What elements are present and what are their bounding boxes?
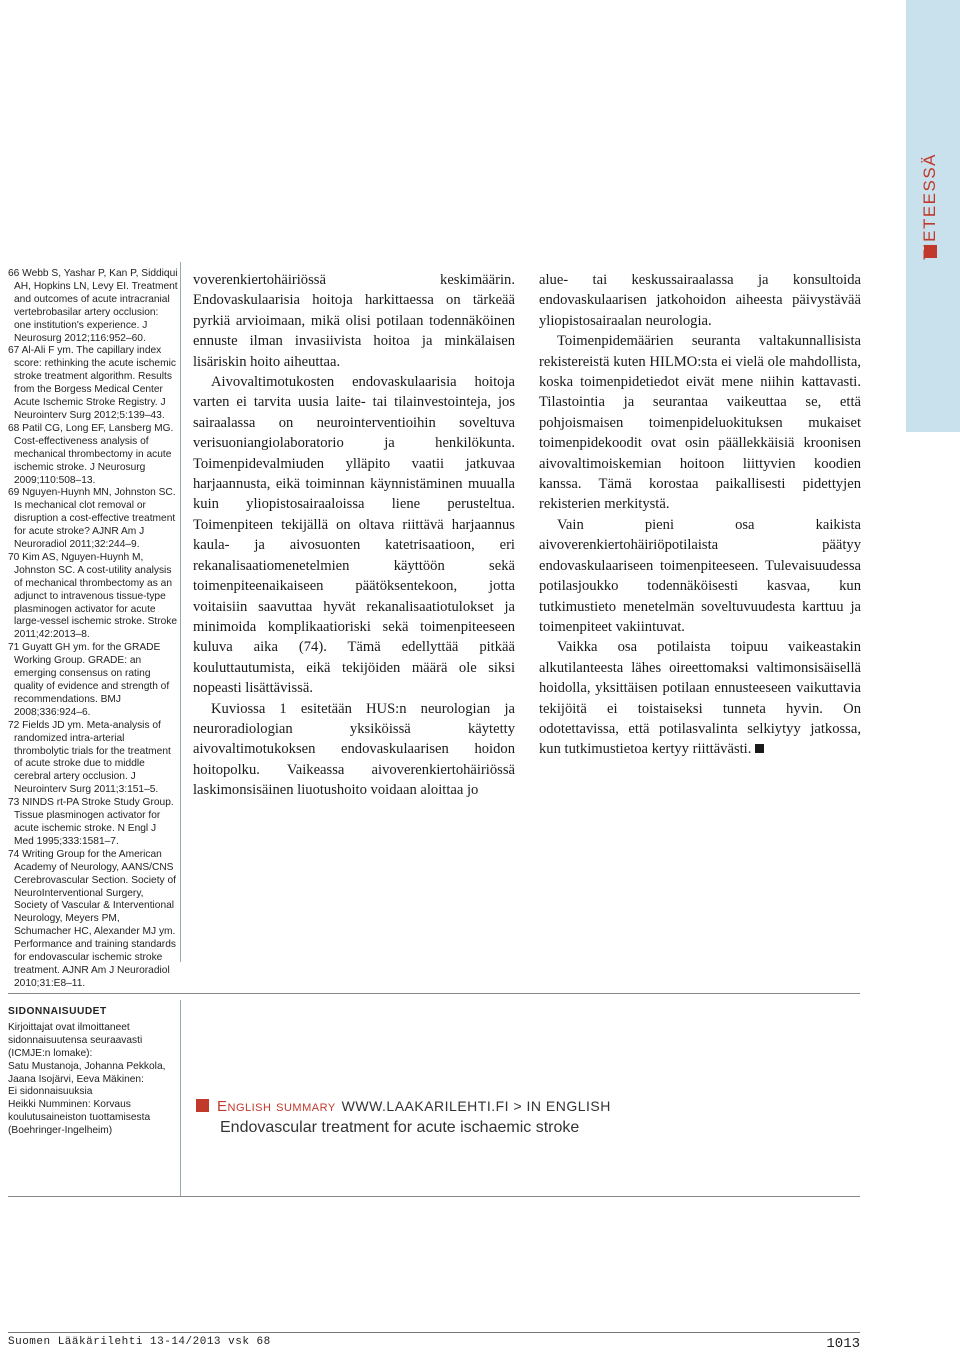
disclosure-line: Heikki Numminen: Korvaus koulutusaineiston tuottamisesta (Boehringer-Ingelheim) xyxy=(8,1099,151,1137)
summary-title: Endovascular treatment for acute ischaemic stroke xyxy=(220,1119,580,1136)
section-rule xyxy=(8,1196,860,1197)
english-summary xyxy=(196,1098,896,1137)
body-paragraph-text: Vaikka osa potilaista toipuu vaikeastakin alkutilanteesta lähes oireettomaksi valtimonsisäisellä hoidolla, yksittäisen potilaan ennusteeseen vaikuttavia tekijöitä ei toistaiseksi tunneta hyvin. On odotettavissa, että potilasvalinta selkiytyy jatkossa, kun tutkimustietoa kertyy riittävästi. xyxy=(539,639,861,758)
footer-rule xyxy=(8,1332,860,1333)
summary-label: English summary xyxy=(217,1098,336,1115)
end-of-article-icon xyxy=(755,744,764,753)
reference-item: 72 Fields JD ym. Meta-analysis of randomized intra-arterial thrombolytic trials for the treatment of acute stroke due to middle cerebral artery occlusion. J Neurointerv Surg 2011;3:151–5. xyxy=(8,719,171,796)
body-column-1 xyxy=(193,270,515,801)
disclosure-divider xyxy=(180,1000,181,1196)
reference-item: 71 Guyatt GH ym. for the GRADE Working Group. GRADE: an emerging consensus on rating quality of evidence and strength of recommendations. BMJ 2008;336:924–6. xyxy=(8,642,170,718)
body-paragraph: voverenkiertohäiriössä keskimäärin. Endovaskulaarisia hoitoja harkittaessa on tärkeää pyrkiä arvioimaan, mikä olisi potilaan todennäköinen ennuste ilman invasiivista hoitoa ja minkälaisen lisäriskin hoito aiheuttaa. xyxy=(193,272,515,370)
body-paragraph: Aivovaltimotukosten endovaskulaarisia hoitoja varten ei tarvita uusia laite- tai tilainvestointeja, jos sairaalassa on neurointerventioihin soveltuva verisuoniangiolaboratorio ja henkilökunta. Toimenpidevalmiuden ylläpito vaatii jatkuvaa harjaannusta, eikä toiminnan käynnistäminen muualla kuin yliopistosairaaloissa liene perusteltua. Toimenpiteen tekijällä on oltava riittävä harjaannus kaula- ja aivosuonten katetrisaatioon, eri rekanalisaatiomenetelmien käyttöön sekä toimenpiteenaikaiseen päätöksentekoon, jotta voitaisiin saavuttaa hyvät rekanalisaatiotulokset ja minimoida komplikaatioriski sekä toimenpiteeseen kuluva aika (74). Tämä edellyttää pitkää kouluttautumista, eikä tekijöiden määrä ole siksi nopeasti lisättävissä. xyxy=(193,374,515,697)
disclosure-line: Ei sidonnaisuuksia xyxy=(8,1086,93,1098)
body-paragraph: Toimenpidemäärien seuranta valtakunnallisista rekistereistä kuten HILMO:sta ei vielä ole mahdollista, koska toimenpidetiedot eivät mene niihin kattavasti. Tilastointia ja seurantaa vaikeuttaa se, että pohjoismaisen toimenpideluokituksen mukaiset toimenpidekoodit ovat osin päällekkäisiä kroonisen aivovaltimoiskemian hoitoon liittyvien koodien kanssa. Tämä korostaa paikallisesti pidettyjen rekisterien merkitystä. xyxy=(539,333,861,513)
body-paragraph-last xyxy=(539,637,861,759)
reference-item: 66 Webb S, Yashar P, Kan P, Siddiqui AH, Hopkins LN, Levy EI. Treatment and outcomes of acute intracranial vertebrobasilar artery occlusion: one institution's experience. J Neurosurg 2012;116:952–60. xyxy=(8,268,178,344)
disclosure-title: SIDONNAISUUDET xyxy=(8,1006,107,1017)
page-number: 1013 xyxy=(826,1336,860,1352)
disclosure-box xyxy=(8,1006,178,1138)
body-column-2 xyxy=(539,270,861,760)
section-tab xyxy=(906,0,960,432)
summary-marker-icon xyxy=(196,1099,209,1112)
reference-item: 73 NINDS rt-PA Stroke Study Group. Tissue plasminogen activator for acute ischemic stroke. N Engl J Med 1995;333:1581–7. xyxy=(8,797,174,847)
reference-item: 68 Patil CG, Long EF, Lansberg MG. Cost-effectiveness analysis of mechanical thrombectomy in acute ischemic stroke. J Neurosurg 2009;110:508–13. xyxy=(8,422,174,486)
summary-link[interactable]: WWW.LAAKARILEHTI.FI > IN ENGLISH xyxy=(341,1098,611,1114)
reference-item: 74 Writing Group for the American Academy of Neurology, AANS/CNS Cerebrovascular Section. Society of NeuroInterventional Surgery, Society of Vascular & Interventional Neurology, Meyers PM, Schumacher HC, Alexander MJ ym. Performance and training standards for endovascular ischemic stroke treatment. AJNR Am J Neuroradiol 2010;31:E8–11. xyxy=(8,848,176,989)
body-paragraph: Vain pieni osa kaikista aivoverenkiertohäiriöpotilaista päätyy endovaskulaariseen toimenpiteeseen. Tulevaisuudessa potilasjoukko todennäköisesti kasvaa, kun tutkimustieto menetelmän soveltuvuudesta karttuu ja toimenpiteet vakiintuvat. xyxy=(539,516,861,635)
section-rule xyxy=(8,993,860,994)
section-label: TIETEESSÄ xyxy=(920,152,939,260)
body-paragraph: alue- tai keskussairaalassa ja konsultoida endovaskulaarisen jatkohoidon aiheesta päivystävää yliopistosairaalan neurologia. xyxy=(539,272,861,329)
disclosure-line: Kirjoittajat ovat ilmoittaneet sidonnaisuutensa seuraavasti (ICMJE:n lomake): xyxy=(8,1021,143,1059)
reference-list xyxy=(8,268,178,991)
reference-item: 69 Nguyen-Huynh MN, Johnston SC. Is mechanical clot removal or disruption a cost-effective treatment for acute stroke? AJNR Am J Neuroradiol 2011;32:244–9. xyxy=(8,487,176,551)
body-paragraph: Kuviossa 1 esitetään HUS:n neurologian ja neuroradiologian yksiköissä käytetty aivovaltimotukoksen endovaskulaarisen hoidon hoitopolku. Vaikeassa aivoverenkiertohäiriössä laskimonsisäinen liuotushoito voidaan aloittaa jo xyxy=(193,700,515,799)
disclosure-line: Satu Mustanoja, Johanna Pekkola, Jaana Isojärvi, Eeva Mäkinen: xyxy=(8,1060,166,1085)
reference-item: 67 Al-Ali F ym. The capillary index score: rethinking the acute ischemic stroke treatment algorithm. Results from the Borgess Medical Center Acute Ischemic Stroke Registry. J Neurointerv Surg 2012;5:139–43. xyxy=(8,345,176,421)
journal-footer: Suomen Lääkärilehti 13-14/2013 vsk 68 xyxy=(8,1336,271,1348)
reference-item: 70 Kim AS, Nguyen-Huynh M, Johnston SC. A cost-utility analysis of mechanical thrombectomy as an adjunct to intravenous tissue-type plasminogen activator for acute large-vessel ischemic stroke. Stroke 2011;42:2013–8. xyxy=(8,551,178,641)
column-divider xyxy=(180,262,181,962)
